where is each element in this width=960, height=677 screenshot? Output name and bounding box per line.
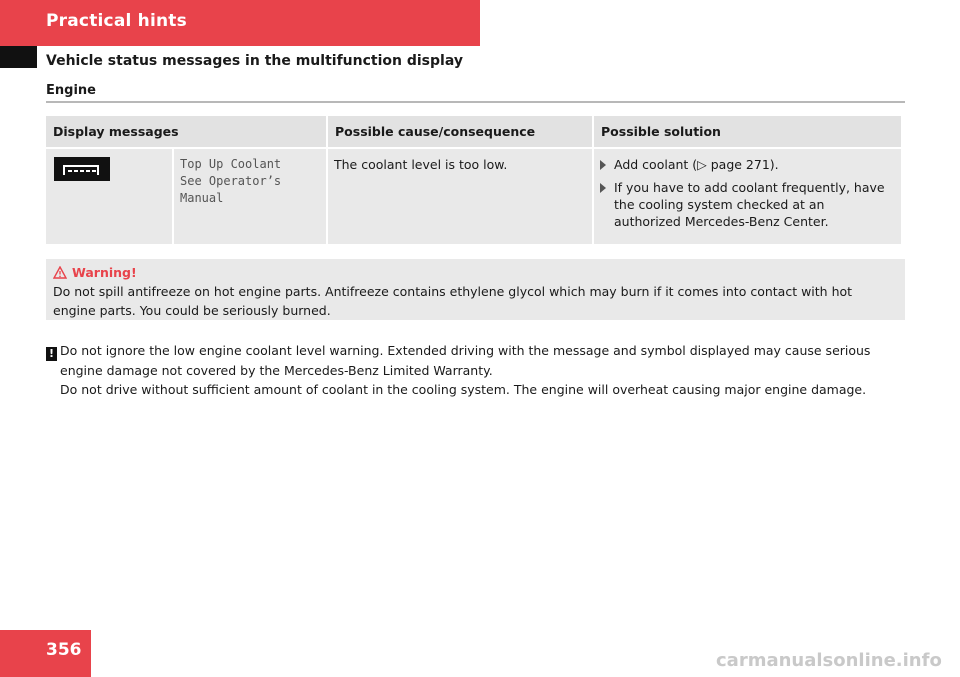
solution-item	[600, 179, 895, 230]
column-header-solution: Possible solution	[594, 116, 901, 147]
chapter-header-tab	[0, 0, 480, 46]
notice-text: Do not ignore the low engine coolant level warning. Extended driving with the message and symbol displayed may cause serious engine damage not covered by the Mercedes-Benz Limited Warranty.	[60, 343, 871, 378]
cause-cell: The coolant level is too low.	[328, 149, 592, 244]
bullet-arrow-icon	[600, 183, 606, 193]
status-message-table	[44, 114, 903, 246]
table-row	[46, 149, 901, 244]
display-message-line: Manual	[180, 191, 224, 205]
notice-paragraph: Do not drive without sufficient amount of coolant in the cooling system. The engine will overheat causing major engine damage.	[60, 382, 867, 397]
bullet-arrow-icon	[600, 160, 606, 170]
solution-cell	[594, 149, 901, 244]
notice-block	[46, 341, 905, 399]
page-number: 356	[46, 640, 82, 660]
column-header-cause: Possible cause/consequence	[328, 116, 592, 147]
warning-title: Warning!	[72, 265, 137, 280]
solution-text: If you have to add coolant frequently, have the cooling system checked at an authorized Mercedes-Benz Center.	[614, 180, 885, 229]
warning-box	[46, 259, 905, 320]
chapter-title: Practical hints	[46, 11, 187, 31]
column-header-display: Display messages	[46, 116, 326, 147]
display-message-cell	[174, 149, 326, 244]
warning-text: Do not spill antifreeze on hot engine parts. Antifreeze contains ethylene glycol which may burn if it comes into contact with hot engine parts. You could be seriously burned.	[53, 284, 853, 318]
warning-triangle-icon	[53, 266, 67, 279]
display-message-line: Top Up Coolant	[180, 157, 282, 171]
section-marker	[0, 46, 37, 68]
exclamation-icon: !	[46, 347, 57, 361]
page-number-tab	[0, 630, 91, 677]
icon-cell	[46, 149, 172, 244]
watermark: carmanualsonline.info	[716, 650, 942, 671]
coolant-level-icon	[54, 157, 110, 181]
warning-heading	[53, 263, 898, 282]
notice-paragraph	[46, 341, 905, 380]
table-header-row	[46, 116, 901, 147]
display-message-line: See Operator’s	[180, 174, 282, 188]
solution-item	[600, 156, 895, 173]
solution-text: Add coolant (▷ page 271).	[614, 157, 779, 172]
section-title: Vehicle status messages in the multifunction display	[46, 53, 463, 69]
subsection-heading: Engine	[46, 83, 905, 103]
